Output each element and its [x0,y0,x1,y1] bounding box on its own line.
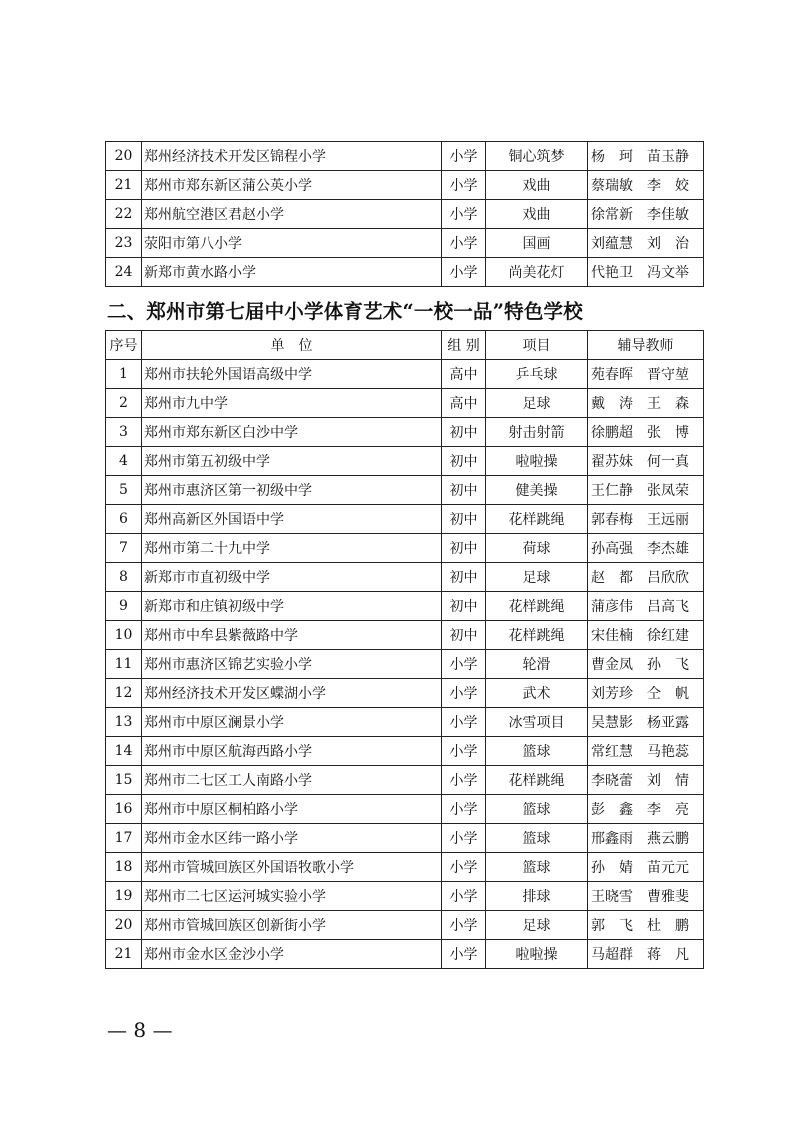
cell-index: 11 [106,650,142,679]
cell-group: 小学 [442,824,486,853]
cell-index: 23 [106,229,142,258]
table-row [106,418,704,447]
cell-unit: 郑州市二七区工人南路小学 [142,766,442,795]
cell-project: 篮球 [486,795,588,824]
cell-group: 小学 [442,200,486,229]
cell-index: 22 [106,200,142,229]
table-header-row [106,331,704,360]
cell-unit: 郑州市管城回族区外国语牧歌小学 [142,853,442,882]
cell-group: 小学 [442,737,486,766]
cell-group: 小学 [442,679,486,708]
cell-project: 花样跳绳 [486,592,588,621]
cell-teachers: 蒲彦伟 吕高飞 [588,592,704,621]
cell-group: 小学 [442,650,486,679]
cell-project: 戏曲 [486,171,588,200]
cell-index: 6 [106,505,142,534]
cell-teachers: 代艳卫 冯文举 [588,258,704,287]
table-row [106,737,704,766]
table-row [106,200,704,229]
cell-teachers: 徐常新 李佳敏 [588,200,704,229]
cell-project: 足球 [486,563,588,592]
cell-teachers: 王仁静 张凤荣 [588,476,704,505]
cell-index: 20 [106,142,142,171]
cell-group: 小学 [442,795,486,824]
cell-teachers: 邢鑫雨 燕云鹏 [588,824,704,853]
cell-group: 初中 [442,418,486,447]
cell-teachers: 常红慧 马艳蕊 [588,737,704,766]
cell-group: 初中 [442,534,486,563]
cell-project: 武术 [486,679,588,708]
table-row [106,621,704,650]
cell-unit: 郑州航空港区君赵小学 [142,200,442,229]
school-table-section2 [105,330,704,969]
cell-teachers: 孙高强 李杰雄 [588,534,704,563]
table-row [106,534,704,563]
cell-project: 足球 [486,911,588,940]
cell-group: 小学 [442,142,486,171]
cell-unit: 郑州经济技术开发区锦程小学 [142,142,442,171]
cell-index: 21 [106,940,142,969]
cell-index: 18 [106,853,142,882]
cell-project: 花样跳绳 [486,505,588,534]
cell-group: 小学 [442,853,486,882]
cell-project: 篮球 [486,853,588,882]
cell-group: 小学 [442,911,486,940]
table-row [106,824,704,853]
table-row [106,853,704,882]
cell-index: 19 [106,882,142,911]
cell-unit: 新郑市黄水路小学 [142,258,442,287]
cell-index: 1 [106,360,142,389]
cell-index: 20 [106,911,142,940]
table-row [106,389,704,418]
cell-index: 5 [106,476,142,505]
cell-teachers: 马超群 蒋 凡 [588,940,704,969]
cell-project: 排球 [486,882,588,911]
cell-project: 篮球 [486,737,588,766]
cell-teachers: 王晓雪 曹雅斐 [588,882,704,911]
cell-group: 高中 [442,389,486,418]
cell-index: 3 [106,418,142,447]
table-row [106,940,704,969]
cell-group: 小学 [442,766,486,795]
cell-unit: 郑州高新区外国语中学 [142,505,442,534]
cell-project: 健美操 [486,476,588,505]
cell-group: 初中 [442,476,486,505]
cell-unit: 新郑市市直初级中学 [142,563,442,592]
cell-teachers: 戴 涛 王 森 [588,389,704,418]
table-row [106,476,704,505]
cell-teachers: 宋佳楠 徐红建 [588,621,704,650]
cell-unit: 郑州市二七区运河城实验小学 [142,882,442,911]
cell-index: 16 [106,795,142,824]
header-teachers: 辅导教师 [588,331,704,360]
header-project: 项目 [486,331,588,360]
cell-unit: 郑州市惠济区锦艺实验小学 [142,650,442,679]
table-row [106,882,704,911]
cell-unit: 郑州市管城回族区创新街小学 [142,911,442,940]
cell-group: 小学 [442,258,486,287]
cell-index: 21 [106,171,142,200]
cell-unit: 郑州市郑东新区蒲公英小学 [142,171,442,200]
cell-teachers: 赵 都 吕欣欣 [588,563,704,592]
cell-index: 2 [106,389,142,418]
header-unit: 单 位 [142,331,442,360]
cell-teachers: 刘蕴慧 刘 治 [588,229,704,258]
cell-project: 戏曲 [486,200,588,229]
cell-teachers: 苑春晖 晋守堃 [588,360,704,389]
cell-teachers: 徐鹏超 张 博 [588,418,704,447]
cell-index: 15 [106,766,142,795]
cell-group: 小学 [442,229,486,258]
cell-teachers: 彭 鑫 李 亮 [588,795,704,824]
table-row [106,708,704,737]
table-row [106,795,704,824]
cell-index: 9 [106,592,142,621]
table-row [106,360,704,389]
cell-index: 4 [106,447,142,476]
cell-index: 7 [106,534,142,563]
cell-project: 尚美花灯 [486,258,588,287]
header-index: 序号 [106,331,142,360]
cell-unit: 郑州市扶轮外国语高级中学 [142,360,442,389]
cell-teachers: 吴慧影 杨亚露 [588,708,704,737]
table-row [106,592,704,621]
cell-unit: 郑州市中原区桐柏路小学 [142,795,442,824]
cell-unit: 郑州市金水区金沙小学 [142,940,442,969]
cell-index: 24 [106,258,142,287]
cell-unit: 郑州市中原区航海西路小学 [142,737,442,766]
page-number: — 8 — [107,1018,173,1042]
cell-unit: 郑州市九中学 [142,389,442,418]
cell-unit: 郑州市郑东新区白沙中学 [142,418,442,447]
school-table-section2-body [106,331,704,969]
cell-group: 初中 [442,563,486,592]
cell-index: 17 [106,824,142,853]
cell-teachers: 杨 珂 苗玉静 [588,142,704,171]
table-row [106,650,704,679]
cell-project: 花样跳绳 [486,621,588,650]
cell-unit: 新郑市和庄镇初级中学 [142,592,442,621]
cell-unit: 郑州市金水区纬一路小学 [142,824,442,853]
cell-project: 荷球 [486,534,588,563]
cell-unit: 荥阳市第八小学 [142,229,442,258]
cell-group: 初中 [442,447,486,476]
table-row [106,229,704,258]
cell-group: 小学 [442,171,486,200]
cell-unit: 郑州市中原区澜景小学 [142,708,442,737]
table-row [106,258,704,287]
cell-teachers: 孙 婧 苗元元 [588,853,704,882]
cell-teachers: 翟苏妹 何一真 [588,447,704,476]
cell-index: 12 [106,679,142,708]
cell-project: 冰雪项目 [486,708,588,737]
cell-teachers: 郭春梅 王远丽 [588,505,704,534]
cell-group: 小学 [442,708,486,737]
cell-project: 国画 [486,229,588,258]
table-row [106,911,704,940]
table-row [106,679,704,708]
cell-project: 铜心筑梦 [486,142,588,171]
cell-teachers: 蔡瑞敏 李 姣 [588,171,704,200]
cell-project: 花样跳绳 [486,766,588,795]
table-row [106,563,704,592]
cell-group: 高中 [442,360,486,389]
cell-unit: 郑州市中牟县紫薇路中学 [142,621,442,650]
cell-project: 足球 [486,389,588,418]
cell-unit: 郑州经济技术开发区蝶湖小学 [142,679,442,708]
cell-index: 14 [106,737,142,766]
cell-group: 小学 [442,882,486,911]
cell-teachers: 李晓蕾 刘 情 [588,766,704,795]
cell-teachers: 刘芳珍 仝 帆 [588,679,704,708]
cell-project: 啦啦操 [486,447,588,476]
cell-teachers: 曹金凤 孙 飞 [588,650,704,679]
cell-teachers: 郭 飞 杜 鹏 [588,911,704,940]
cell-index: 10 [106,621,142,650]
cell-group: 小学 [442,940,486,969]
table-row [106,171,704,200]
cell-project: 啦啦操 [486,940,588,969]
cell-index: 13 [106,708,142,737]
cell-index: 8 [106,563,142,592]
cell-project: 篮球 [486,824,588,853]
school-table-continued-body [106,142,704,287]
cell-project: 乒乓球 [486,360,588,389]
cell-unit: 郑州市第五初级中学 [142,447,442,476]
cell-group: 初中 [442,505,486,534]
table-row [106,447,704,476]
cell-project: 射击射箭 [486,418,588,447]
table-row [106,142,704,171]
cell-unit: 郑州市第二十九中学 [142,534,442,563]
school-table-continued [105,141,704,287]
table-row [106,505,704,534]
cell-project: 轮滑 [486,650,588,679]
cell-group: 初中 [442,621,486,650]
section-heading: 二、郑州市第七届中小学体育艺术“一校一品”特色学校 [107,300,583,323]
table-row [106,766,704,795]
cell-group: 初中 [442,592,486,621]
cell-unit: 郑州市惠济区第一初级中学 [142,476,442,505]
header-group: 组 别 [442,331,486,360]
